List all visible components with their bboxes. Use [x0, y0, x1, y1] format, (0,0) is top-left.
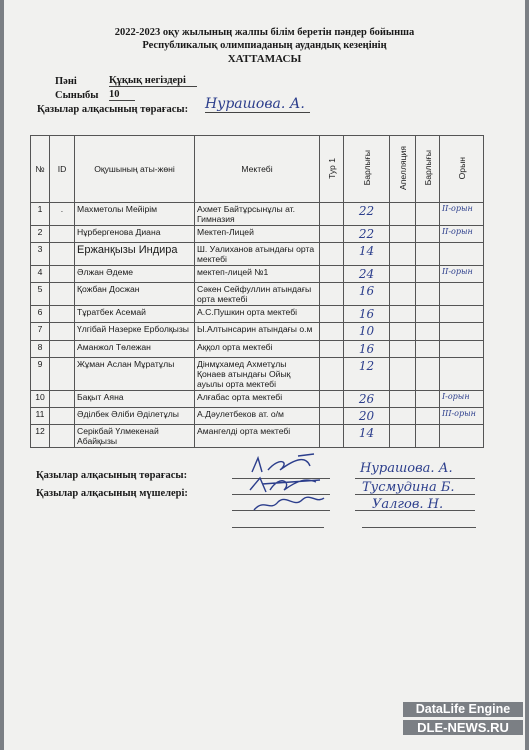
- watermark-line-2: DLE-NEWS.RU: [403, 720, 523, 735]
- cell-tour1: [320, 283, 344, 306]
- table-row: [31, 425, 484, 448]
- cell-place: III-орын: [440, 408, 484, 425]
- subject-value: Құқық негіздері: [109, 75, 197, 87]
- cell-school: Амангелді орта мектебі: [195, 425, 320, 448]
- cell-appeal: [390, 341, 416, 358]
- col-place: Орын: [440, 136, 484, 203]
- cell-total: 26: [344, 391, 390, 408]
- cell-place: [440, 323, 484, 341]
- cell-tour1: [320, 341, 344, 358]
- cell-school: Ш. Уалиханов атындағы орта мектебі: [195, 243, 320, 266]
- cell-total: 12: [344, 358, 390, 391]
- header-title: ХАТТАМАСЫ: [227, 53, 302, 65]
- cell-number: 12: [31, 425, 50, 448]
- cell-school: Дінмұхамед Ахметұлы Қонаев атындағы Ойық ауылы орта мектебі: [195, 358, 320, 391]
- cell-appeal: [390, 283, 416, 306]
- cell-appeal: [390, 306, 416, 323]
- name-line-member-3: [362, 527, 476, 528]
- cell-place: [440, 243, 484, 266]
- cell-school: Аққол орта мектебі: [195, 341, 320, 358]
- cell-id: [50, 408, 75, 425]
- cell-total-after-appeal: [416, 323, 440, 341]
- cell-place: I-орын: [440, 391, 484, 408]
- table-row: [31, 341, 484, 358]
- cell-student-name: Тұратбек Асемай: [75, 306, 195, 323]
- cell-student-name: Аманжол Төлежан: [75, 341, 195, 358]
- results-table: [30, 135, 484, 448]
- col-student-name: Оқушының аты-жөні: [75, 136, 195, 203]
- cell-total-after-appeal: [416, 358, 440, 391]
- cell-number: 7: [31, 323, 50, 341]
- cell-tour1: [320, 425, 344, 448]
- cell-student-name: Бақыт Аяна: [75, 391, 195, 408]
- cell-number: 8: [31, 341, 50, 358]
- cell-total-after-appeal: [416, 408, 440, 425]
- table-row: [31, 266, 484, 283]
- table-row: [31, 358, 484, 391]
- cell-student-name: Әділбек Әліби Әділетұлы: [75, 408, 195, 425]
- cell-number: 9: [31, 358, 50, 391]
- jury-chair-signature: Нурашова. А.: [205, 96, 310, 113]
- cell-student-name: Ержанқызы Индира: [75, 243, 195, 266]
- cell-school: А.Дәулетбеков ат. о/м: [195, 408, 320, 425]
- footer-members-label: Қазылар алқасының мүшелері:: [36, 488, 188, 499]
- cell-tour1: [320, 203, 344, 226]
- cell-school: А.С.Пушкин орта мектебі: [195, 306, 320, 323]
- cell-id: [50, 425, 75, 448]
- cell-tour1: [320, 306, 344, 323]
- sign-line-member-3: [232, 527, 324, 528]
- cell-id: [50, 341, 75, 358]
- cell-total-after-appeal: [416, 226, 440, 243]
- cell-id: [50, 266, 75, 283]
- cell-school: Сәкен Сейфуллин атындағы орта мектебі: [195, 283, 320, 306]
- cell-student-name: Жұман Аслан Мұратұлы: [75, 358, 195, 391]
- cell-appeal: [390, 358, 416, 391]
- table-row: [31, 391, 484, 408]
- cell-number: 11: [31, 408, 50, 425]
- cell-school: Мектеп-Лицей: [195, 226, 320, 243]
- table-row: [31, 243, 484, 266]
- printed-name-member-1: Тусмудина Б.: [362, 480, 455, 495]
- cell-id: [50, 391, 75, 408]
- cell-tour1: [320, 266, 344, 283]
- printed-name-member-2: Уалгов. Н.: [372, 497, 444, 512]
- cell-total: 16: [344, 283, 390, 306]
- cell-appeal: [390, 408, 416, 425]
- table-row: [31, 203, 484, 226]
- header-line-1: 2022-2023 оқу жылының жалпы білім беретін пәндер бойынша: [114, 27, 415, 38]
- header-line-2: Республикалық олимпиаданың аудандық кезеңінің: [142, 40, 387, 51]
- cell-student-name: Қожбан Досжан: [75, 283, 195, 306]
- cell-appeal: [390, 266, 416, 283]
- cell-number: 6: [31, 306, 50, 323]
- cell-total-after-appeal: [416, 425, 440, 448]
- table-row: [31, 306, 484, 323]
- cell-appeal: [390, 203, 416, 226]
- watermark-line-1: DataLife Engine: [403, 702, 523, 717]
- jury-chair-label: Қазылар алқасының төрағасы:: [37, 104, 189, 115]
- cell-school: Ы.Алтынсарин атындағы о.м: [195, 323, 320, 341]
- cell-student-name: Нұрбергенова Диана: [75, 226, 195, 243]
- handwritten-signatures: [240, 452, 330, 518]
- cell-total-after-appeal: [416, 306, 440, 323]
- cell-total-after-appeal: [416, 391, 440, 408]
- cell-student-name: Үлгібай Назерке Ерболқызы: [75, 323, 195, 341]
- cell-place: II-орын: [440, 203, 484, 226]
- cell-place: [440, 306, 484, 323]
- col-total-after-appeal: Барлығы: [416, 136, 440, 203]
- cell-appeal: [390, 425, 416, 448]
- cell-total: 22: [344, 226, 390, 243]
- cell-number: 1: [31, 203, 50, 226]
- cell-id: [50, 283, 75, 306]
- col-school: Мектебі: [195, 136, 320, 203]
- col-number: №: [31, 136, 50, 203]
- cell-total: 22: [344, 203, 390, 226]
- cell-id: [50, 358, 75, 391]
- cell-id: [50, 323, 75, 341]
- table-row: [31, 323, 484, 341]
- subject-label: Пәні: [55, 76, 77, 87]
- cell-tour1: [320, 358, 344, 391]
- grade-value: 10: [109, 89, 135, 101]
- cell-number: 2: [31, 226, 50, 243]
- printed-name-chair: Нурашова. А.: [360, 461, 453, 476]
- cell-place: [440, 425, 484, 448]
- table-row: [31, 408, 484, 425]
- cell-id: [50, 243, 75, 266]
- cell-total: 14: [344, 425, 390, 448]
- cell-total: 24: [344, 266, 390, 283]
- footer-chair-label: Қазылар алқасының төрағасы:: [36, 470, 188, 481]
- col-id: ID: [50, 136, 75, 203]
- table-header-row: [31, 136, 484, 203]
- cell-place: [440, 358, 484, 391]
- cell-appeal: [390, 243, 416, 266]
- cell-tour1: [320, 323, 344, 341]
- cell-total-after-appeal: [416, 283, 440, 306]
- cell-appeal: [390, 226, 416, 243]
- cell-total: 10: [344, 323, 390, 341]
- cell-total-after-appeal: [416, 266, 440, 283]
- cell-number: 3: [31, 243, 50, 266]
- cell-total: 16: [344, 341, 390, 358]
- cell-place: [440, 283, 484, 306]
- cell-number: 4: [31, 266, 50, 283]
- cell-total-after-appeal: [416, 243, 440, 266]
- col-total: Барлығы: [344, 136, 390, 203]
- cell-number: 10: [31, 391, 50, 408]
- cell-school: Алғабас орта мектебі: [195, 391, 320, 408]
- grade-label: Сыныбы: [55, 90, 99, 101]
- cell-school: Ахмет Байтұрсынұлы ат. Гимназия: [195, 203, 320, 226]
- table-row: [31, 226, 484, 243]
- cell-student-name: Махметолы Мейірім: [75, 203, 195, 226]
- table-row: [31, 283, 484, 306]
- cell-student-name: Әлжан Әдеме: [75, 266, 195, 283]
- cell-tour1: [320, 226, 344, 243]
- cell-school: мектеп-лицей №1: [195, 266, 320, 283]
- cell-total: 16: [344, 306, 390, 323]
- cell-student-name: Серікбай Үлмекенай Абайқызы: [75, 425, 195, 448]
- cell-place: II-орын: [440, 226, 484, 243]
- cell-appeal: [390, 323, 416, 341]
- cell-place: [440, 341, 484, 358]
- cell-total-after-appeal: [416, 203, 440, 226]
- col-tour1: Тур 1: [320, 136, 344, 203]
- cell-appeal: [390, 391, 416, 408]
- cell-tour1: [320, 243, 344, 266]
- cell-total-after-appeal: [416, 341, 440, 358]
- cell-id: [50, 226, 75, 243]
- col-appeal: Апелляция: [390, 136, 416, 203]
- cell-id: .: [50, 203, 75, 226]
- cell-id: [50, 306, 75, 323]
- name-line-chair: [355, 478, 475, 479]
- cell-tour1: [320, 408, 344, 425]
- cell-number: 5: [31, 283, 50, 306]
- cell-total: 14: [344, 243, 390, 266]
- cell-tour1: [320, 391, 344, 408]
- cell-place: II-орын: [440, 266, 484, 283]
- cell-total: 20: [344, 408, 390, 425]
